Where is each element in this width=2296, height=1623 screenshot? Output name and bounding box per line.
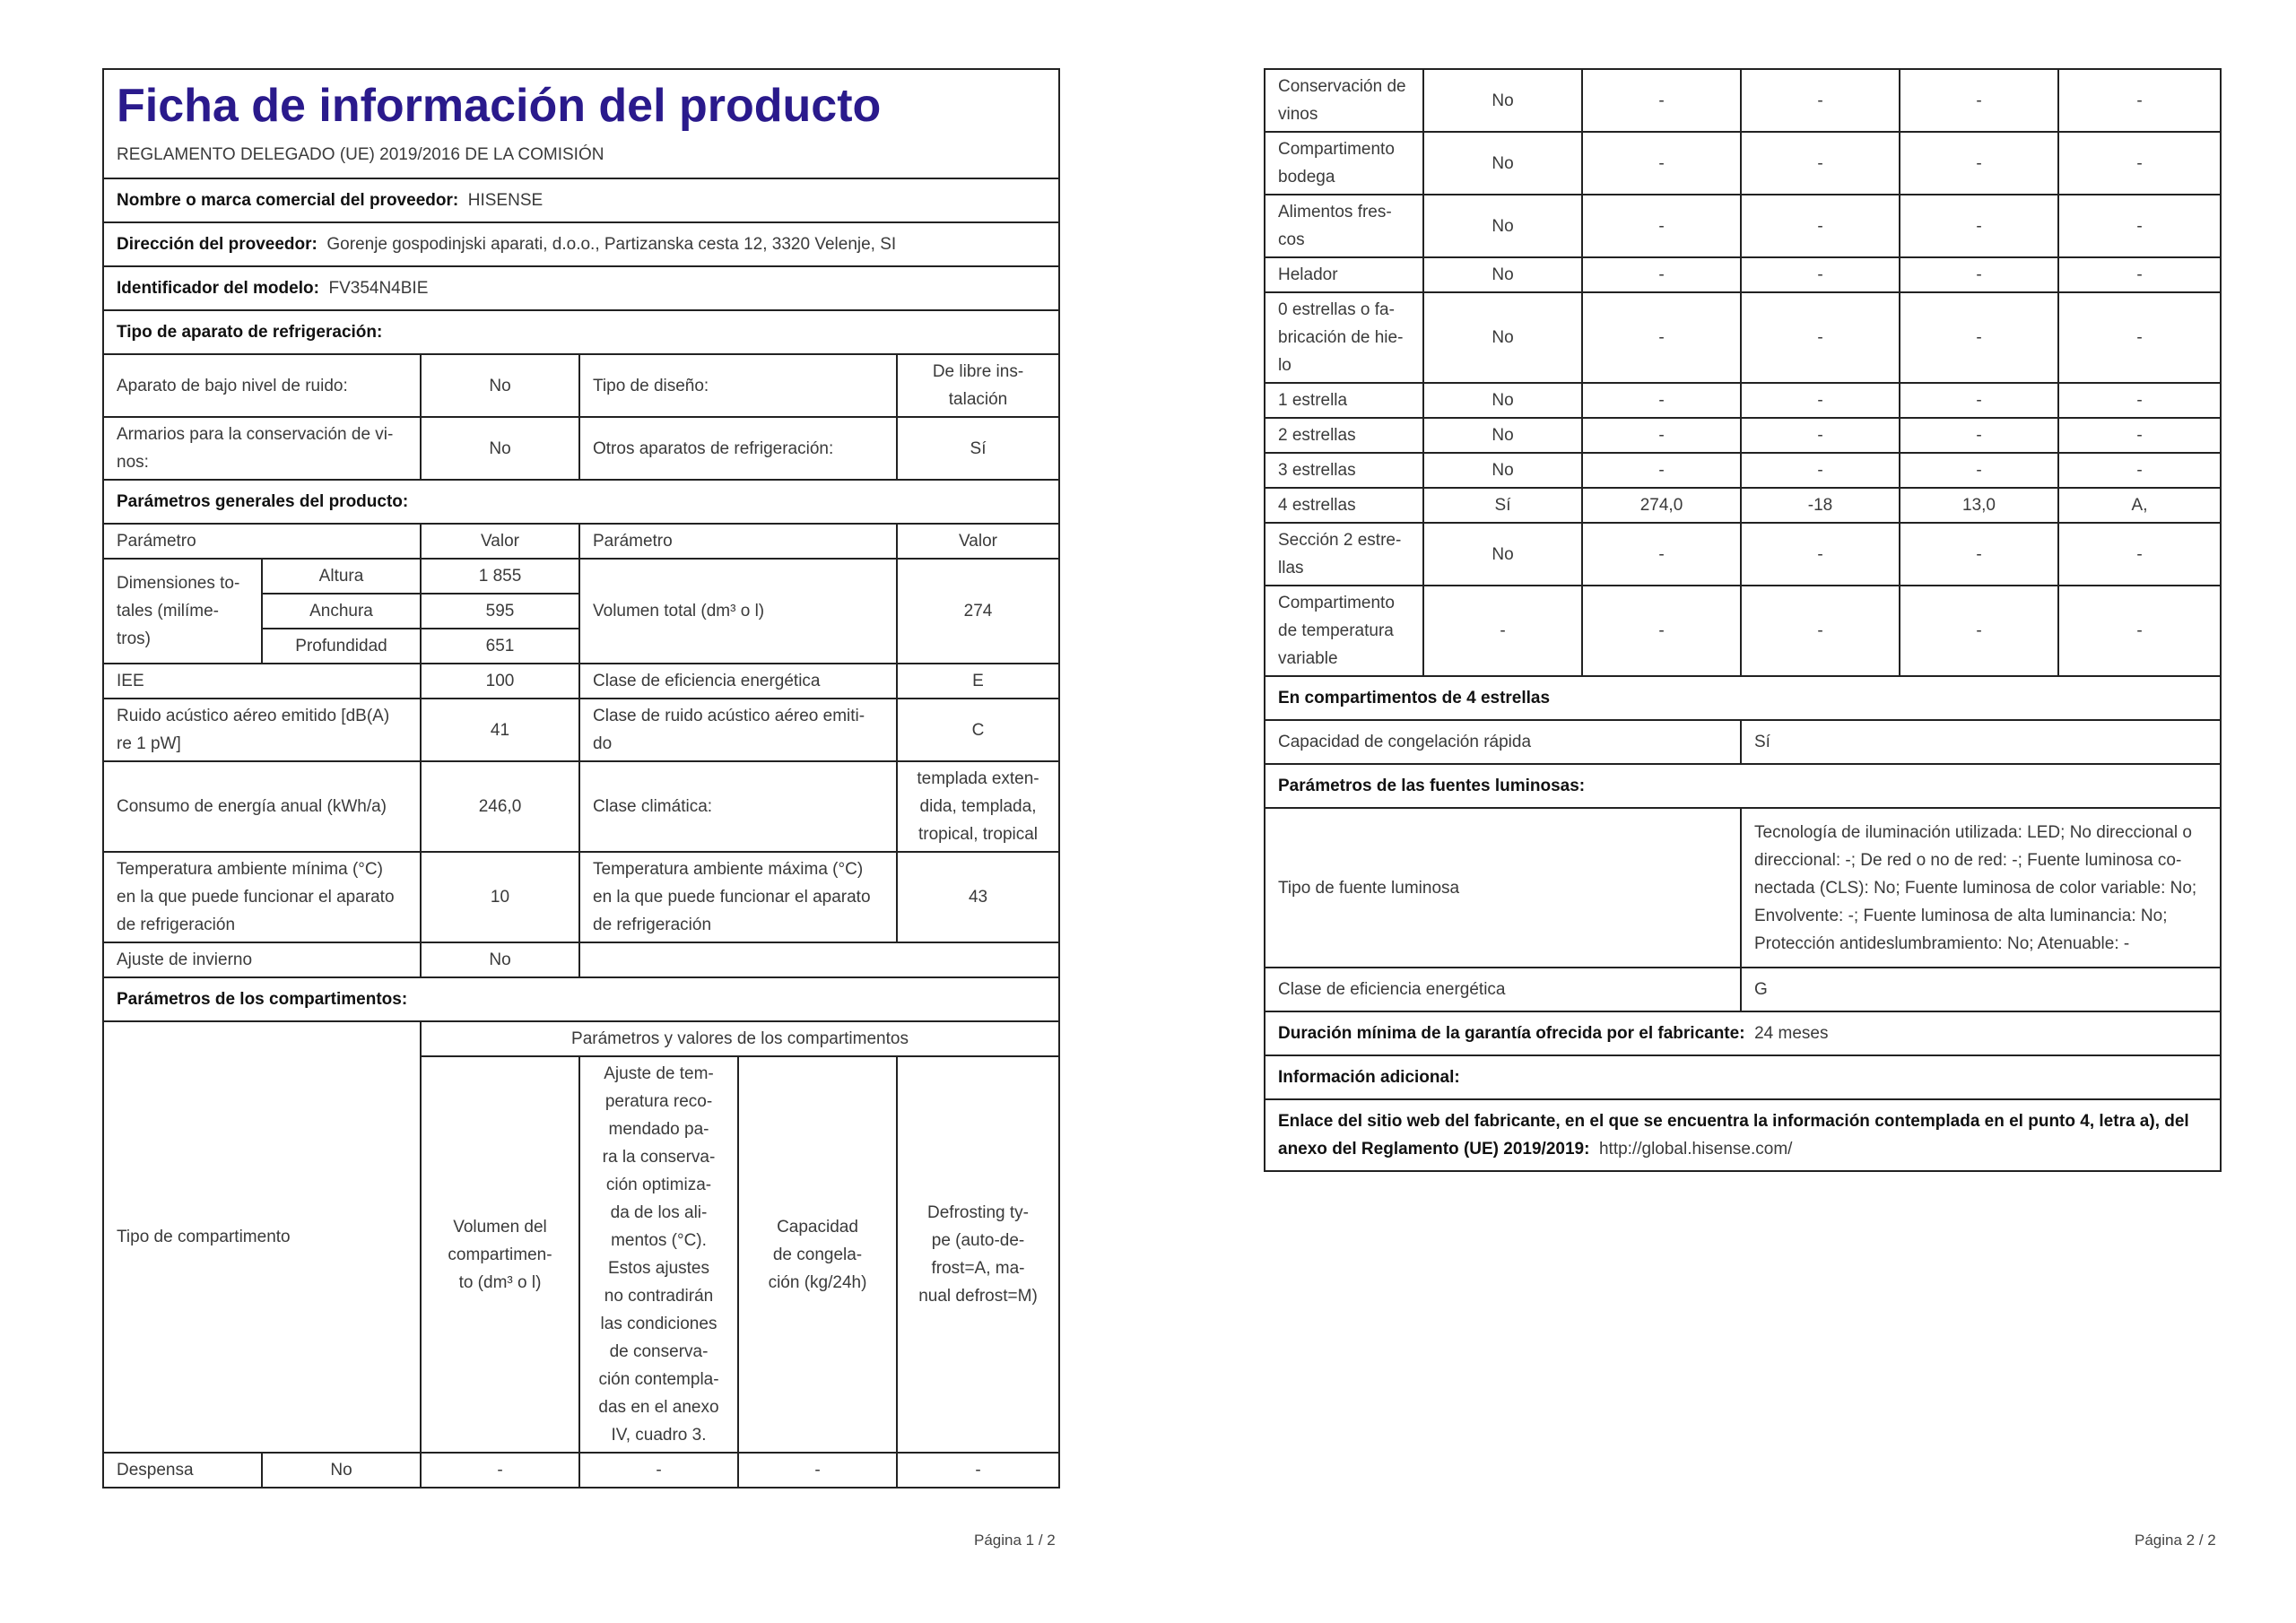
- min-temp-value: 10: [421, 852, 579, 942]
- col-capacity-header: Capacidad de congela- ción (kg/24h): [738, 1056, 897, 1453]
- comp-cell: -: [1582, 586, 1741, 676]
- other-appliances-value: Sí: [897, 417, 1059, 480]
- page-number-2: Página 2 / 2: [2135, 1532, 2216, 1549]
- comp-name: Conservación de vinos: [1265, 69, 1423, 132]
- comp-cell: -: [1900, 523, 2058, 586]
- light-type-label: Tipo de fuente luminosa: [1265, 808, 1741, 968]
- comp-cell: -: [1900, 292, 2058, 383]
- comp-cell: -: [1582, 418, 1741, 453]
- comp-cell: -: [1900, 195, 2058, 257]
- pantry-temp: -: [579, 1453, 738, 1488]
- quick-freeze-value: Sí: [1741, 720, 2221, 764]
- height-value: 1 855: [421, 559, 579, 594]
- wine-cabinet-value: No: [421, 417, 579, 480]
- volume-label: Volumen total (dm³ o l): [579, 559, 897, 664]
- link-label: Enlace del sitio web del fabricante, en el que se encuentra la información contemplada en el punto 4, letra a), del anexo del Reglamento (UE) 2019/2019:: [1278, 1112, 2189, 1159]
- comp-cell: -: [1582, 383, 1741, 418]
- param-header-1: Parámetro: [103, 524, 421, 559]
- comp-name: 1 estrella: [1265, 383, 1423, 418]
- low-noise-value: No: [421, 354, 579, 417]
- supplier-value: HISENSE: [467, 191, 544, 210]
- pantry-volume: -: [421, 1453, 579, 1488]
- comp-name: Compartimento bodega: [1265, 132, 1423, 195]
- supplier-row: [103, 178, 1059, 222]
- col-volume-header: Volumen del compartimen- to (dm³ o l): [421, 1056, 579, 1453]
- comp-cell: -: [1741, 418, 1900, 453]
- manufacturer-link-row: [1265, 1099, 2221, 1171]
- col-temp-header: Ajuste de tem- peratura reco- mendado pa- ra la conserva- ción optimiza- da de los ali- mentos (°C). Estos ajustes no contradirán las condiciones de conserva- ción contempla- das en el anexo IV, cuadro 3.: [579, 1056, 738, 1453]
- comp-cell: No: [1423, 523, 1582, 586]
- comp-cell: -: [1741, 292, 1900, 383]
- page-2: [1264, 68, 2220, 1172]
- comp-cell: -: [1900, 257, 2058, 292]
- iee-value: 100: [421, 664, 579, 699]
- manufacturer-link[interactable]: http://global.hisense.com/: [1598, 1140, 1793, 1159]
- comp-cell: No: [1423, 453, 1582, 488]
- comp-name: 2 estrellas: [1265, 418, 1423, 453]
- compartments-body: [1265, 69, 2221, 676]
- comp-name: Alimentos fres- cos: [1265, 195, 1423, 257]
- comp-cell: -: [1900, 586, 2058, 676]
- table-row: [1265, 453, 2221, 488]
- comp-cell: -: [2058, 132, 2221, 195]
- comp-cell: -: [1741, 132, 1900, 195]
- comp-name: 4 estrellas: [1265, 488, 1423, 523]
- compartments-table: [1264, 68, 2222, 1172]
- wine-cabinet-label: Armarios para la conservación de vi- nos:: [103, 417, 421, 480]
- comp-name: Sección 2 estre- llas: [1265, 523, 1423, 586]
- comp-name: 3 estrellas: [1265, 453, 1423, 488]
- warranty-row: [1265, 1011, 2221, 1055]
- low-noise-label: Aparato de bajo nivel de ruido:: [103, 354, 421, 417]
- table-row: [1265, 195, 2221, 257]
- comp-cell: -: [1741, 69, 1900, 132]
- pantry-presence: No: [262, 1453, 421, 1488]
- extra-info-heading: Información adicional:: [1265, 1055, 2221, 1099]
- consumption-value: 246,0: [421, 761, 579, 852]
- comp-cell: -: [2058, 418, 2221, 453]
- regulation-subtitle: REGLAMENTO DELEGADO (UE) 2019/2016 DE LA COMISIÓN: [117, 145, 604, 164]
- height-label: Altura: [262, 559, 421, 594]
- model-value: FV354N4BIE: [328, 279, 429, 298]
- comp-cell: -: [2058, 195, 2221, 257]
- comp-cell: -: [1582, 453, 1741, 488]
- noise-class-value: C: [897, 699, 1059, 761]
- depth-label: Profundidad: [262, 629, 421, 664]
- winter-value: No: [421, 942, 579, 977]
- pantry-capacity: -: [738, 1453, 897, 1488]
- comp-cell: -: [1900, 383, 2058, 418]
- comp-cell: -: [1582, 69, 1741, 132]
- value-header-2: Valor: [897, 524, 1059, 559]
- table-row: [1265, 383, 2221, 418]
- min-temp-label: Temperatura ambiente mínima (°C) en la que puede funcionar el aparato de refrigeración: [103, 852, 421, 942]
- supplier-label: Nombre o marca comercial del proveedor:: [117, 191, 459, 210]
- comp-cell: 13,0: [1900, 488, 2058, 523]
- comp-cell: No: [1423, 257, 1582, 292]
- depth-value: 651: [421, 629, 579, 664]
- comp-cell: -: [2058, 523, 2221, 586]
- iee-label: IEE: [103, 664, 421, 699]
- comp-cell: No: [1423, 292, 1582, 383]
- comp-cell: No: [1423, 418, 1582, 453]
- table-row: [1265, 257, 2221, 292]
- width-value: 595: [421, 594, 579, 629]
- comp-cell: -: [1741, 523, 1900, 586]
- value-header-1: Valor: [421, 524, 579, 559]
- comp-cell: -: [2058, 257, 2221, 292]
- header-cell: [103, 69, 1059, 178]
- pantry-defrost: -: [897, 1453, 1059, 1488]
- width-label: Anchura: [262, 594, 421, 629]
- noise-class-label: Clase de ruido acústico aéreo emiti- do: [579, 699, 897, 761]
- comp-cell: -18: [1741, 488, 1900, 523]
- general-params-heading: Parámetros generales del producto:: [103, 480, 1059, 524]
- comp-cell: -: [1900, 453, 2058, 488]
- table-row: [103, 1453, 1059, 1488]
- comp-cell: -: [1582, 257, 1741, 292]
- appliance-type-heading: Tipo de aparato de refrigeración:: [103, 310, 1059, 354]
- climate-label: Clase climática:: [579, 761, 897, 852]
- param-header-2: Parámetro: [579, 524, 897, 559]
- warranty-label: Duración mínima de la garantía ofrecida por el fabricante:: [1278, 1024, 1745, 1043]
- comp-cell: -: [1423, 586, 1582, 676]
- address-value: Gorenje gospodinjski aparati, d.o.o., Partizanska cesta 12, 3320 Velenje, SI: [326, 235, 897, 254]
- comp-cell: -: [2058, 292, 2221, 383]
- table-row: [1265, 69, 2221, 132]
- light-type-value: Tecnología de iluminación utilizada: LED; No direccional o direccional: -; De red o no de red: -; Fuente luminosa co- nectada (CLS): No; Fuente luminosa de color variable: No; Envolvente: -; Fuente luminosa de alta luminancia: No; Protección antideslumbramiento: No; Atenuable: -: [1741, 808, 2221, 968]
- table-row: [1265, 292, 2221, 383]
- comp-cell: Sí: [1423, 488, 1582, 523]
- col-defrost-header: Defrosting ty- pe (auto-de- frost=A, ma- nual defrost=M): [897, 1056, 1059, 1453]
- table-row: [1265, 132, 2221, 195]
- comp-cell: -: [1741, 453, 1900, 488]
- winter-label: Ajuste de invierno: [103, 942, 421, 977]
- warranty-value: 24 meses: [1754, 1024, 1829, 1043]
- comp-cell: No: [1423, 69, 1582, 132]
- page-1: [102, 68, 1058, 1488]
- comp-cell: -: [1741, 383, 1900, 418]
- comp-params-label: Parámetros y valores de los compartimentos: [421, 1021, 1059, 1056]
- volume-value: 274: [897, 559, 1059, 664]
- light-heading: Parámetros de las fuentes luminosas:: [1265, 764, 2221, 808]
- address-label: Dirección del proveedor:: [117, 235, 317, 254]
- comp-cell: -: [1900, 418, 2058, 453]
- model-label: Identificador del modelo:: [117, 279, 319, 298]
- comp-cell: -: [2058, 453, 2221, 488]
- comp-cell: -: [2058, 586, 2221, 676]
- comp-cell: -: [1582, 132, 1741, 195]
- comp-name: 0 estrellas o fa- bricación de hie- lo: [1265, 292, 1423, 383]
- product-info-table: [102, 68, 1060, 1488]
- comp-cell: -: [1582, 292, 1741, 383]
- comp-cell: -: [1900, 69, 2058, 132]
- dimensions-label: Dimensiones to- tales (milíme- tros): [103, 559, 262, 664]
- comp-cell: -: [1900, 132, 2058, 195]
- comp-name: Compartimento de temperatura variable: [1265, 586, 1423, 676]
- table-row: [1265, 418, 2221, 453]
- comp-cell: -: [1741, 586, 1900, 676]
- comp-cell: No: [1423, 195, 1582, 257]
- address-row: [103, 222, 1059, 266]
- noise-label: Ruido acústico aéreo emitido [dB(A) re 1 pW]: [103, 699, 421, 761]
- light-class-label: Clase de eficiencia energética: [1265, 968, 1741, 1011]
- comp-cell: -: [2058, 383, 2221, 418]
- pantry-label: Despensa: [103, 1453, 262, 1488]
- noise-value: 41: [421, 699, 579, 761]
- comp-cell: -: [1741, 195, 1900, 257]
- comp-cell: -: [2058, 69, 2221, 132]
- comp-cell: 274,0: [1582, 488, 1741, 523]
- comp-name: Helador: [1265, 257, 1423, 292]
- table-row: [1265, 488, 2221, 523]
- comp-type-label: Tipo de compartimento: [103, 1021, 421, 1453]
- consumption-label: Consumo de energía anual (kWh/a): [103, 761, 421, 852]
- comp-cell: No: [1423, 132, 1582, 195]
- comp-cell: -: [1582, 523, 1741, 586]
- design-label: Tipo de diseño:: [579, 354, 897, 417]
- table-row: [1265, 586, 2221, 676]
- comp-cell: No: [1423, 383, 1582, 418]
- design-value: De libre ins- talación: [897, 354, 1059, 417]
- comp-cell: -: [1741, 257, 1900, 292]
- compartments-heading: Parámetros de los compartimentos:: [103, 977, 1059, 1021]
- comp-cell: -: [1582, 195, 1741, 257]
- four-star-heading: En compartimentos de 4 estrellas: [1265, 676, 2221, 720]
- comp-cell: A,: [2058, 488, 2221, 523]
- energy-class-value: E: [897, 664, 1059, 699]
- other-appliances-label: Otros aparatos de refrigeración:: [579, 417, 897, 480]
- model-row: [103, 266, 1059, 310]
- climate-value: templada exten- dida, templada, tropical, tropical: [897, 761, 1059, 852]
- max-temp-value: 43: [897, 852, 1059, 942]
- page-number-1: Página 1 / 2: [974, 1532, 1056, 1549]
- page-title: Ficha de información del producto: [117, 80, 882, 132]
- light-class-value: G: [1741, 968, 2221, 1011]
- energy-class-label: Clase de eficiencia energética: [579, 664, 897, 699]
- max-temp-label: Temperatura ambiente máxima (°C) en la que puede funcionar el aparato de refrigeración: [579, 852, 897, 942]
- empty-cell: [579, 942, 1059, 977]
- table-row: [1265, 523, 2221, 586]
- quick-freeze-label: Capacidad de congelación rápida: [1265, 720, 1741, 764]
